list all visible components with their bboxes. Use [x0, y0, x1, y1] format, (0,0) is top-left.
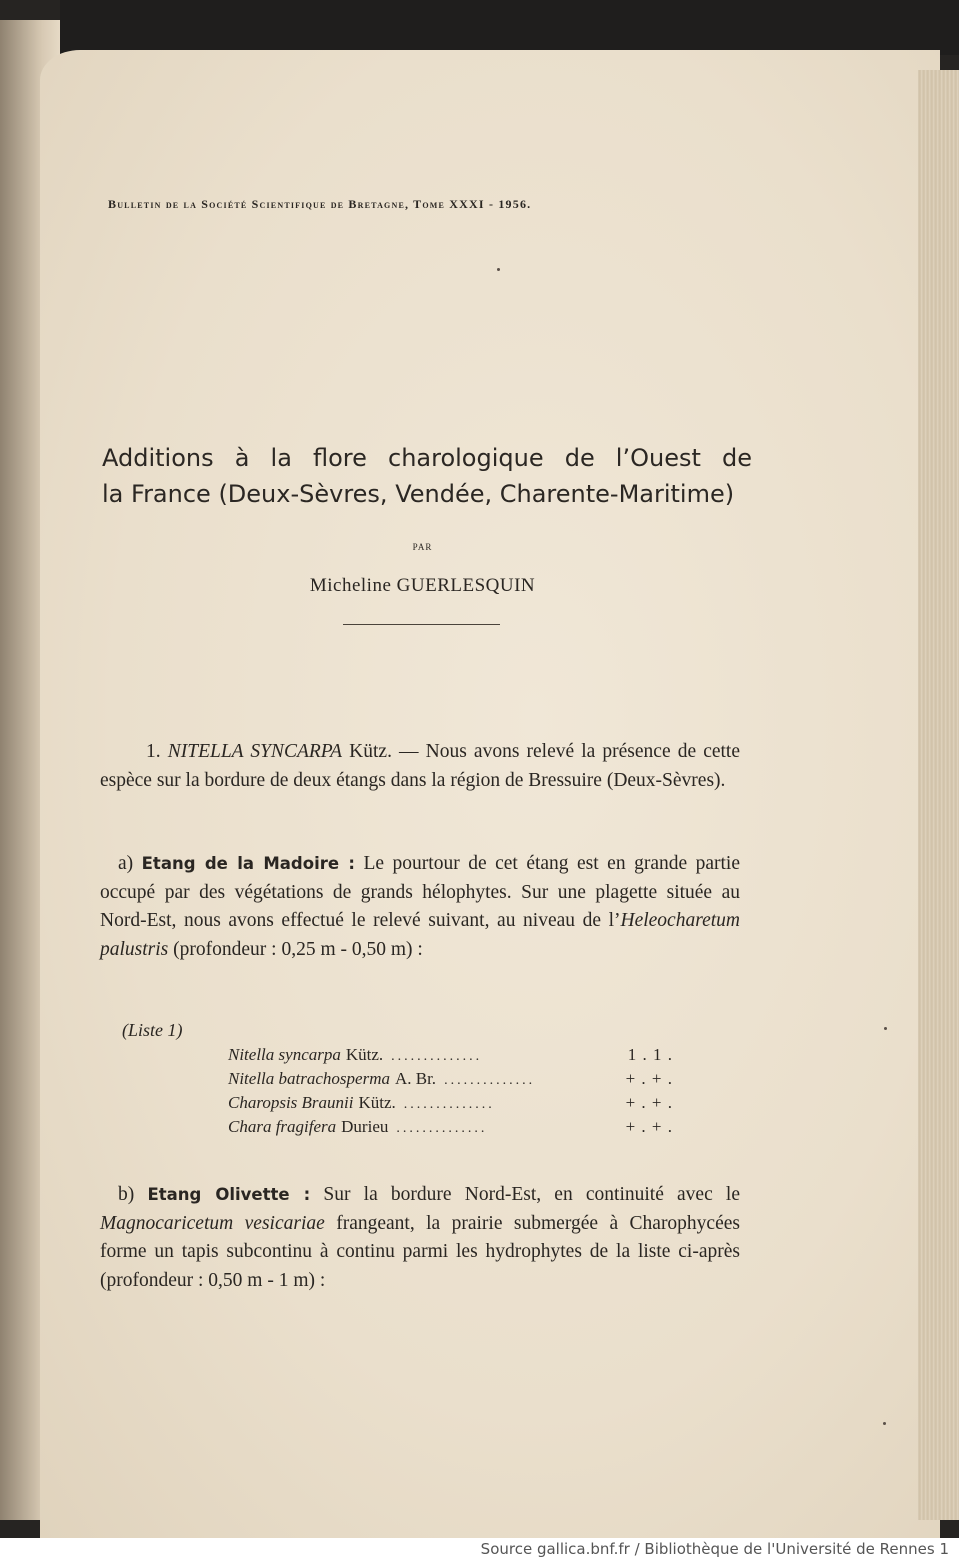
species-author: Kütz.: [345, 1045, 384, 1064]
paragraph-b-italic: Magnocaricetum vesicariae: [100, 1212, 325, 1234]
leader-dots: ..............: [396, 1121, 488, 1136]
paragraph-a-text-1: Le pourtour de cet étang est en grande partie occupé par des végétations de grands hélophytes. Sur une plagette située au Nord-Est, nous avons effectué le relevé suivant, au niveau de l’: [100, 853, 741, 931]
author-name: Micheline GUERLESQUIN: [309, 575, 536, 596]
paragraph-b-text-2: frangeant, la prairie submergée à Charophycées forme un tapis subcontinu à continu parmi les hydrophytes de la liste ci-après (profondeur : 0,50 m - 1 m) :: [100, 1212, 740, 1291]
species-author: A. Br.: [394, 1069, 437, 1088]
leader-dots: ..............: [403, 1097, 495, 1112]
species-value: + . + .: [625, 1093, 673, 1112]
paper-speck: [497, 268, 500, 271]
leader-dots: ..............: [444, 1073, 536, 1088]
list-item: [228, 1093, 673, 1117]
title-line-2: la France (Deux-Sèvres, Vendée, Charente-Maritime): [102, 480, 735, 508]
paper-speck: [883, 1422, 886, 1425]
paragraph-a-text-2: (profondeur : 0,25 m - 0,50 m) :: [168, 938, 423, 960]
species-list: [228, 1045, 673, 1141]
species-value: + . + .: [625, 1117, 673, 1136]
species-heading: NITELLA SYNCARPA: [167, 741, 343, 762]
title-rule: [343, 624, 500, 625]
by-label: par: [412, 538, 433, 553]
scan-top-border: [60, 0, 959, 55]
list-title: (Liste 1): [122, 1020, 183, 1040]
species-author: Durieu: [341, 1117, 389, 1136]
species-value: 1 . 1 .: [627, 1045, 673, 1064]
paragraph-a-heading: Etang de la Madoire :: [141, 854, 356, 873]
paragraph-b-label: b): [118, 1184, 135, 1205]
species-name: Nitella batrachosperma: [228, 1069, 390, 1088]
source-attribution: Source gallica.bnf.fr / Bibliothèque de l'Université de Rennes 1: [480, 1540, 949, 1558]
list-item: [228, 1045, 673, 1069]
paragraph-b-text-1: Sur la bordure Nord-Est, en continuité avec le: [310, 1184, 740, 1205]
paragraph-a: [100, 850, 740, 964]
leader-dots: ..............: [391, 1049, 483, 1064]
article-title: [102, 440, 752, 512]
paragraph-a-italic: Heleocharetum palustris: [100, 910, 740, 960]
section-1-paragraph: [100, 738, 740, 795]
species-name: Charopsis Braunii: [228, 1093, 354, 1112]
list-item: [228, 1069, 673, 1093]
title-line-1: Additions à la flore charologique de l’Ouest de: [102, 444, 752, 472]
paragraph-b-heading: Etang Olivette :: [147, 1185, 311, 1204]
paragraph-a-label: a): [118, 853, 134, 874]
species-value: + . + .: [625, 1069, 673, 1088]
species-name: Chara fragifera: [228, 1117, 337, 1136]
section-number: 1.: [146, 741, 161, 762]
species-author: Kütz.: [358, 1093, 396, 1112]
paper-speck: [884, 1027, 887, 1030]
list-item: [228, 1117, 673, 1141]
species-name: Nitella syncarpa: [228, 1045, 341, 1064]
section-text: Kütz. — Nous avons relevé la présence de cette espèce sur la bordure de deux étangs dans la région de Bressuire (Deux-Sèvres).: [100, 741, 740, 791]
paragraph-b: [100, 1181, 740, 1295]
page-stack-edge: [918, 70, 959, 1520]
running-header: Bulletin de la Société Scientifique de Bretagne, Tome XXXI - 1956.: [108, 197, 532, 211]
